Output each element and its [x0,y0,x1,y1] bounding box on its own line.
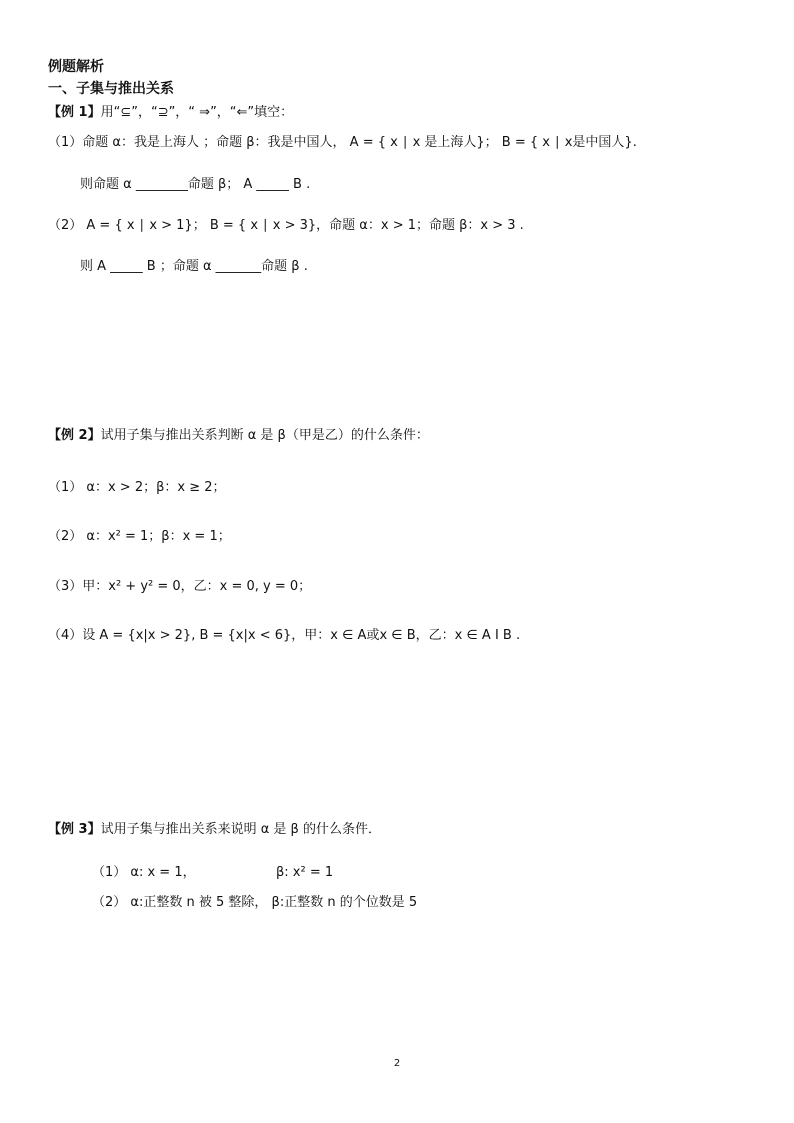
example-2-header [48,427,429,445]
example-1-part-2-blank: 则 A _____ B ；命题 α _______命题 β . [80,259,308,274]
example-1-part-2: （2） A = { x ∣ x > 1}； B = { x ∣ x > 3}，命题 α：x > 1；命题 β：x > 3 . [48,218,524,233]
example-2-item-3: （3）甲：x² + y² = 0，乙：x = 0, y = 0； [48,579,312,594]
example-3-item-1-beta: β: x² = 1 [276,865,334,880]
example-3-header [48,821,381,839]
example-1-part-1: （1）命题 α：我是上海人 ；命题 β：我是中国人， A = { x ∣ x 是上海人}； B = { x ∣ x是中国人}. [48,135,637,150]
example-2-item-2: （2） α：x² = 1；β：x = 1； [48,529,231,544]
example-1-label: 【例 1】 [48,105,101,120]
subsection-title: 一、子集与推出关系 [48,81,174,97]
example-2-intro: 试用子集与推出关系判断 α 是 β（甲是乙）的什么条件： [100,428,429,443]
example-3-label: 【例 3】 [48,822,101,837]
section-heading: 例题解析 [48,59,104,75]
example-1-header [48,104,293,122]
example-2-item-1: （1） α：x > 2；β：x ≥ 2； [48,480,226,495]
example-2-label: 【例 2】 [48,428,101,443]
example-3-item-1-alpha: （1） α: x = 1， [92,865,196,880]
example-3-item-2: （2） α:正整数 n 被 5 整除， β:正整数 n 的个位数是 5 [92,895,418,910]
page-number: 2 [393,1058,401,1069]
example-2-item-4: （4）设 A = {x|x > 2}, B = {x|x < 6}，甲：x ∈ A或x ∈ B，乙：x ∈ A I B . [48,628,521,643]
example-3-intro: 试用子集与推出关系来说明 α 是 β 的什么条件． [100,822,381,837]
example-1-intro: 用“⊆”，“⊇”，“ ⇒”，“⇐”填空： [100,105,294,120]
example-1-part-1-blank: 则命题 α ________命题 β； A _____ B . [80,177,311,192]
